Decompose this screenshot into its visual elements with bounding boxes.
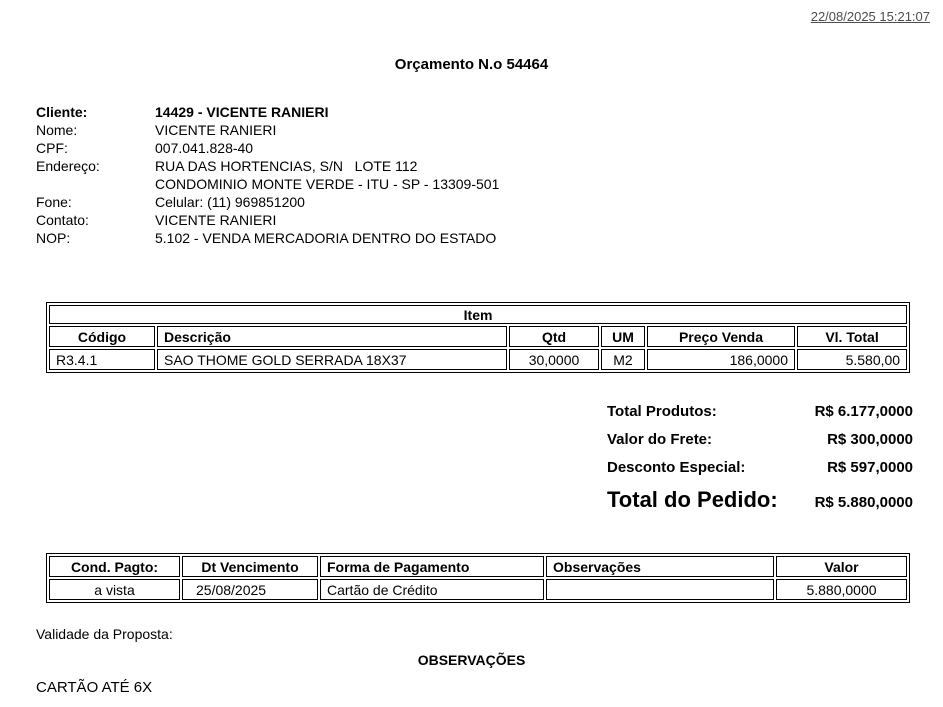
- client-value: 14429 - VICENTE RANIERI: [155, 104, 329, 120]
- client-row-nop: [36, 229, 499, 247]
- total-pedido-value: R$ 5.880,0000: [814, 494, 913, 511]
- client-label: Fone:: [36, 194, 72, 210]
- item-table-row: [49, 349, 907, 370]
- desconto-especial-label: Desconto Especial:: [607, 459, 746, 476]
- column-header-observacoes: Observações: [546, 556, 774, 577]
- payment-forma-pagamento: Cartão de Crédito: [320, 579, 544, 600]
- item-table: [46, 302, 910, 373]
- item-descricao: SAO THOME GOLD SERRADA 18X37: [157, 349, 507, 370]
- payment-valor: 5.880,0000: [776, 579, 907, 600]
- client-row-endereco: [36, 157, 499, 175]
- client-value: VICENTE RANIERI: [155, 212, 277, 228]
- valor-frete-label: Valor do Frete:: [607, 431, 713, 448]
- client-label: Endereço:: [36, 158, 100, 174]
- client-value: RUA DAS HORTENCIAS, S/N LOTE 112: [155, 158, 418, 174]
- column-header-codigo: Código: [49, 326, 155, 347]
- observacoes-text: CARTÃO ATÉ 6X: [36, 679, 153, 696]
- client-value: 5.102 - VENDA MERCADORIA DENTRO DO ESTADO: [155, 230, 497, 246]
- total-produtos-value: R$ 6.177,0000: [814, 403, 913, 420]
- item-codigo: R3.4.1: [49, 349, 155, 370]
- client-row-cliente: [36, 103, 499, 121]
- total-produtos-row: [607, 403, 913, 420]
- payment-dt-vencimento: 25/08/2025: [182, 579, 318, 600]
- item-um: M2: [601, 349, 645, 370]
- payment-table-row: [49, 579, 907, 600]
- column-header-um: UM: [601, 326, 645, 347]
- client-row-contato: [36, 211, 499, 229]
- observacoes-title: OBSERVAÇÕES: [417, 652, 526, 668]
- validade-proposta-label: Validade da Proposta:: [36, 626, 173, 642]
- client-value: VICENTE RANIERI: [155, 122, 277, 138]
- payment-table-header-row: [49, 556, 907, 577]
- client-info-block: [36, 103, 499, 247]
- item-qtd: 30,0000: [509, 349, 599, 370]
- column-header-dt-vencimento: Dt Vencimento: [182, 556, 318, 577]
- client-label: Contato:: [36, 212, 89, 228]
- payment-table: [46, 553, 910, 603]
- item-vl-total: 5.580,00: [797, 349, 907, 370]
- client-value: Celular: (11) 969851200: [155, 194, 305, 210]
- client-value: 007.041.828-40: [155, 140, 254, 156]
- total-produtos-label: Total Produtos:: [607, 403, 717, 420]
- column-header-descricao: Descrição: [157, 326, 507, 347]
- client-label: Cliente:: [36, 104, 88, 120]
- payment-cond-pagto: a vista: [49, 579, 180, 600]
- column-header-cond-pagto: Cond. Pagto:: [49, 556, 180, 577]
- column-header-preco-venda: Preço Venda: [647, 326, 795, 347]
- page-title: Orçamento N.o 54464: [394, 56, 549, 73]
- client-row-fone: [36, 193, 499, 211]
- column-header-vl-total: Vl. Total: [797, 326, 907, 347]
- total-pedido-label: Total do Pedido:: [607, 487, 778, 512]
- payment-observacoes: [546, 579, 774, 600]
- client-label: CPF:: [36, 140, 68, 156]
- column-header-valor: Valor: [776, 556, 907, 577]
- client-row-cpf: [36, 139, 499, 157]
- client-row-endereco-line2: [36, 175, 499, 193]
- item-table-header-row: [49, 326, 907, 347]
- item-preco-venda: 186,0000: [647, 349, 795, 370]
- column-header-forma-pagamento: Forma de Pagamento: [320, 556, 544, 577]
- totals-block: [607, 403, 913, 522]
- item-table-title-row: [49, 305, 907, 324]
- client-label: [36, 175, 155, 193]
- item-table-title: Item: [49, 305, 907, 324]
- valor-frete-row: [607, 431, 913, 448]
- desconto-especial-row: [607, 459, 913, 476]
- column-header-qtd: Qtd: [509, 326, 599, 347]
- total-pedido-row: [607, 487, 913, 511]
- client-row-nome: [36, 121, 499, 139]
- client-label: NOP:: [36, 230, 71, 246]
- valor-frete-value: R$ 300,0000: [827, 431, 913, 448]
- desconto-especial-value: R$ 597,0000: [827, 459, 913, 476]
- client-value: CONDOMINIO MONTE VERDE - ITU - SP - 13309-501: [155, 176, 500, 192]
- client-label: Nome:: [36, 122, 78, 138]
- report-timestamp: 22/08/2025 15:21:07: [810, 9, 930, 24]
